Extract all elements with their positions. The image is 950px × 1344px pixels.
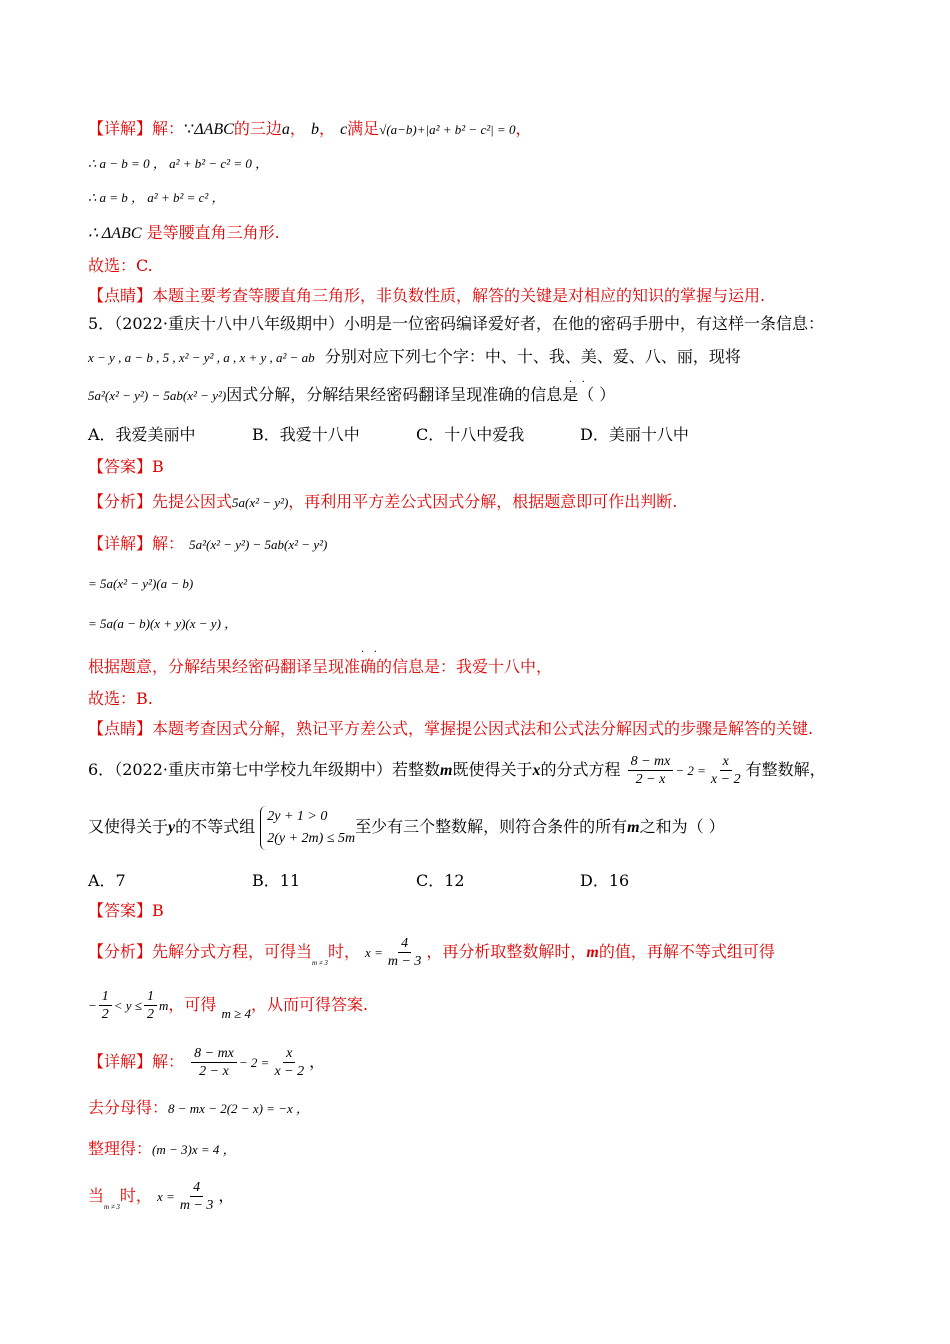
denominator: 2 − x bbox=[199, 1064, 229, 1079]
remark-tag: 【点睛】 bbox=[88, 286, 153, 305]
step-label: 整理得： bbox=[88, 1139, 153, 1158]
remark-tag: 【点睛】 bbox=[88, 719, 153, 738]
step-label: 当 bbox=[88, 1186, 105, 1205]
denominator: 2 bbox=[101, 1007, 109, 1022]
q5-stem-line-1 bbox=[88, 313, 824, 335]
q6-step-3 bbox=[88, 1174, 234, 1221]
expression-to-factor: 5a²(x² − y²) − 5ab(x² − y²) bbox=[88, 388, 227, 403]
comma: ， bbox=[318, 119, 335, 138]
common-factor: 5a(x² − y²) bbox=[232, 495, 289, 510]
q6-answer: 【答案】B bbox=[88, 901, 164, 920]
comma: ， bbox=[289, 119, 306, 138]
q5-remark bbox=[88, 718, 813, 740]
q5-conclusion: 根据题意，分解结果经密码翻译呈现准确的信息是：我爱十八中， bbox=[88, 657, 553, 676]
text-sides: 的三边 bbox=[233, 119, 282, 138]
q6-step-1 bbox=[88, 1097, 309, 1120]
q6-detail bbox=[88, 1040, 325, 1085]
analysis-tag: 【分析】 bbox=[88, 492, 153, 511]
equation-middle: − 2 = bbox=[238, 1055, 270, 1070]
comma: ， bbox=[309, 1052, 326, 1071]
comma: ， bbox=[218, 1186, 235, 1205]
p4-detail-line bbox=[88, 118, 531, 141]
comma: ， bbox=[515, 119, 532, 138]
var-c: c bbox=[340, 121, 348, 138]
remark-text: 本题主要考查等腰直角三角形，非负数性质，解答的关键是对相应的知识的掌握与运用. bbox=[152, 286, 766, 305]
numerator: 8 − mx bbox=[628, 753, 674, 771]
question-number: 5． bbox=[88, 314, 115, 333]
step-label: 时， bbox=[119, 1186, 152, 1205]
fraction-upper bbox=[144, 988, 157, 1023]
step-label: 去分母得： bbox=[88, 1098, 169, 1117]
q5-analysis bbox=[88, 491, 677, 514]
denominator: x − 2 bbox=[274, 1064, 305, 1079]
analysis-text: 的值，再解不等式组可得 bbox=[598, 942, 775, 961]
x-equals: x = bbox=[365, 945, 383, 960]
analysis-text: 先提公因式 bbox=[152, 492, 233, 511]
factor-step-2: = 5a(x² − y²)(a − b) bbox=[88, 576, 194, 591]
because-symbol: ∵ bbox=[184, 121, 195, 138]
inequality-middle: < y ≤ bbox=[113, 998, 142, 1013]
q5-stem-line-3 bbox=[88, 384, 615, 407]
numerator: x bbox=[283, 1045, 295, 1063]
denominator: m − 3 bbox=[387, 954, 422, 969]
q5-answer: 【答案】B bbox=[88, 457, 164, 476]
denominator: m − 3 bbox=[179, 1198, 214, 1213]
condition-expression: √(a−b)+|a² + b² − c²| = 0 bbox=[379, 122, 516, 137]
text-satisfy: 满足 bbox=[347, 119, 380, 138]
question-stem: 之和为（ ） bbox=[639, 817, 725, 836]
q5-detail bbox=[88, 533, 327, 556]
q6-option-d[interactable]: D．16 bbox=[580, 871, 630, 890]
fraction-left bbox=[628, 753, 674, 788]
q5-option-c[interactable]: C．十八中爱我 bbox=[416, 425, 525, 444]
p4-remark bbox=[88, 285, 765, 307]
p4-step-1: ∴ a − b = 0 ， a² + b² − c² = 0 ， bbox=[88, 156, 269, 171]
question-stem: 至少有三个整数解，则符合条件的所有 bbox=[355, 817, 628, 836]
conclusion-text: 是等腰直角三角形. bbox=[146, 223, 280, 242]
fraction-x bbox=[177, 1179, 217, 1214]
code-expressions: x − y , a − b , 5 , x² − y² , a , x + y , a² − ab bbox=[88, 350, 315, 365]
fraction-right bbox=[708, 753, 744, 788]
var-m: m bbox=[586, 944, 599, 961]
var-m: m bbox=[627, 819, 640, 836]
detail-tag: 【详解】 bbox=[88, 119, 153, 138]
factor-step-1: 5a²(x² − y²) − 5ab(x² − y²) bbox=[189, 537, 328, 552]
var-y: y bbox=[168, 819, 176, 836]
question-stem: 的不等式组 bbox=[175, 817, 256, 836]
denominator: 2 bbox=[146, 1007, 154, 1022]
fraction-left bbox=[191, 1045, 237, 1080]
var-a: a bbox=[281, 121, 290, 138]
p4-choose: 故选：C. bbox=[88, 256, 153, 275]
triangle-abc: ΔABC bbox=[194, 121, 234, 138]
analysis-text: ，再分析取整数解时， bbox=[426, 942, 587, 961]
inequality-1: 2y + 1 > 0 bbox=[267, 808, 328, 824]
factor-step-3: = 5a(a − b)(x + y)(x − y) ， bbox=[88, 616, 238, 631]
q5-option-b[interactable]: B．我爱十八中 bbox=[252, 425, 360, 444]
fraction-right bbox=[271, 1045, 307, 1080]
q6-stem-line-1 bbox=[88, 748, 826, 793]
x-equals: x = bbox=[157, 1189, 175, 1204]
numerator: x bbox=[720, 753, 732, 771]
q6-option-a[interactable]: A．7 bbox=[88, 871, 126, 890]
inequality-system bbox=[260, 806, 355, 850]
question-stem: 既使得关于 bbox=[452, 760, 533, 779]
question-number: 6． bbox=[88, 760, 115, 779]
question-stem: 分别对应下列七个字：中、十、我、美、爱、八、丽，现将 bbox=[324, 347, 741, 366]
numerator: 1 bbox=[99, 988, 112, 1006]
question-stem: 又使得关于 bbox=[88, 817, 169, 836]
analysis-text: 时， bbox=[327, 942, 360, 961]
condition-m-not-3: m ≠ 3 bbox=[104, 1203, 120, 1211]
denominator: 2 − x bbox=[635, 772, 666, 787]
analysis-tag: 【分析】 bbox=[88, 942, 153, 961]
q6-option-c[interactable]: C．12 bbox=[416, 871, 465, 890]
var-b: b bbox=[310, 121, 319, 138]
p4-step-2: ∴ a = b ， a² + b² = c² ， bbox=[88, 190, 225, 205]
question-stem: （2022·重庆十八中八年级期中）小明是一位密码编译爱好者，在他的密码手册中，有这样一条信息： bbox=[114, 314, 824, 333]
inequality-2: 2(y + 2m) ≤ 5m bbox=[267, 830, 356, 846]
var-m: m bbox=[158, 998, 169, 1013]
emphasis-dots: · · bbox=[569, 377, 585, 388]
question-stem: 的分式方程 bbox=[540, 760, 621, 779]
question-stem: （2022·重庆市第七中学校九年级期中）若整数 bbox=[114, 760, 440, 779]
equation-middle: − 2 = bbox=[675, 763, 706, 778]
analysis-text: ，可得 bbox=[168, 995, 217, 1014]
condition-m-ge-4: m ≥ 4 bbox=[221, 1006, 251, 1021]
detail-tag: 【详解】 bbox=[88, 1052, 153, 1071]
analysis-text: ，再利用平方差公式因式分解，根据题意即可作出判断. bbox=[288, 492, 678, 511]
p4-conclusion bbox=[88, 222, 280, 245]
denominator: x − 2 bbox=[710, 772, 741, 787]
question-stem: 有整数解， bbox=[745, 760, 826, 779]
condition-m-not-3: m ≠ 3 bbox=[312, 959, 328, 967]
q6-stem-line-2 bbox=[88, 803, 725, 852]
detail-intro: 解： bbox=[152, 119, 185, 138]
var-m: m bbox=[440, 762, 453, 779]
numerator: 4 bbox=[190, 1179, 203, 1197]
q6-option-b[interactable]: B．11 bbox=[252, 871, 301, 890]
numerator: 4 bbox=[398, 935, 411, 953]
triangle-abc: ∴ ΔABC bbox=[88, 225, 142, 242]
q5-stem-line-2 bbox=[88, 346, 741, 369]
analysis-text: ，从而可得答案. bbox=[251, 995, 369, 1014]
var-x: x bbox=[532, 762, 541, 779]
q6-step-2 bbox=[88, 1138, 236, 1161]
emphasis-dots: · · bbox=[361, 647, 377, 658]
fraction-x bbox=[385, 935, 425, 970]
q5-option-a[interactable]: A．我爱美丽中 bbox=[88, 425, 196, 444]
detail-intro: 解： bbox=[152, 534, 185, 553]
q5-choose: 故选：B. bbox=[88, 689, 153, 708]
analysis-text: 先解分式方程，可得当 bbox=[152, 942, 313, 961]
question-stem: 因式分解，分解结果经密码翻译呈现准确的信息是（ ） bbox=[226, 385, 616, 404]
q6-analysis-line-2: − $\frac{1}{2}$ < y ≤ $\frac{1}{2}$ m，可得 $_{m \ge 4}$，从而可得答案. bbox=[88, 989, 369, 1022]
detail-intro: 解： bbox=[152, 1052, 185, 1071]
q5-option-d[interactable]: D．美丽十八中 bbox=[580, 425, 689, 444]
step-expression: 8 − mx − 2(2 − x) = −x ， bbox=[168, 1101, 309, 1116]
numerator: 8 − mx bbox=[191, 1045, 237, 1063]
detail-tag: 【详解】 bbox=[88, 534, 153, 553]
numerator: 1 bbox=[144, 988, 157, 1006]
step-expression: (m − 3)x = 4 ， bbox=[152, 1142, 236, 1157]
fraction-lower bbox=[99, 988, 112, 1023]
q6-analysis-line-1 bbox=[88, 930, 775, 977]
remark-text: 本题考查因式分解，熟记平方差公式，掌握提公因式法和公式法分解因式的步骤是解答的关键. bbox=[152, 719, 814, 738]
